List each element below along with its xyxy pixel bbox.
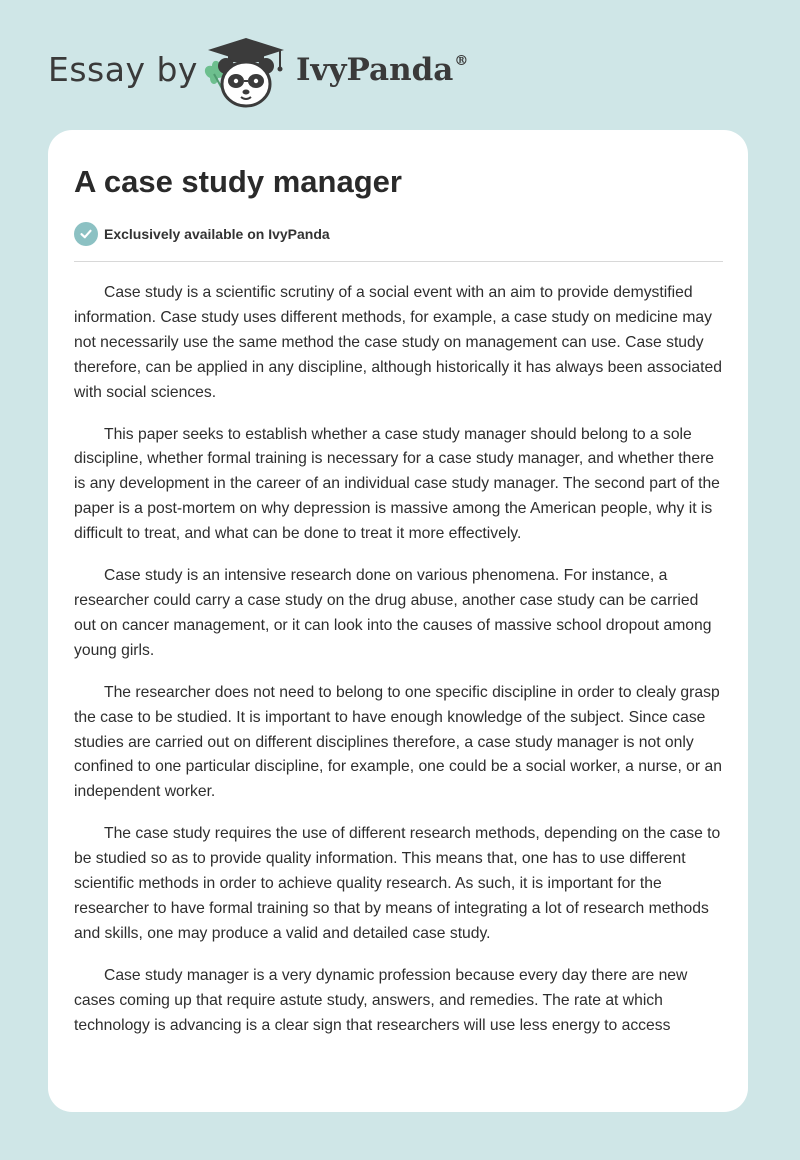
divider	[74, 261, 723, 262]
paragraph: Case study is an intensive research done on various phenomena. For instance, a researcher could carry a case study on the drug abuse, another case study can be carried out on cancer management, or it can look into the causes of massive school dropout among young girls.	[74, 567, 712, 659]
panda-logo-icon[interactable]	[200, 34, 292, 110]
exclusive-badge	[74, 222, 330, 246]
essay-card	[48, 130, 748, 1112]
essay-body	[74, 281, 724, 1055]
check-icon	[74, 222, 98, 246]
exclusive-label: Exclusively available on IvyPanda	[104, 226, 330, 242]
paragraph: The case study requires the use of different research methods, depending on the case to be studied so as to provide quality information. This means that, one has to use different scientific methods in order to achieve quality research. As such, it is important for the researcher to have formal training so that by means of integrating a lot of research methods and skills, one may produce a valid and detailed case study.	[74, 825, 721, 942]
ivypanda-brand-name[interactable]	[296, 52, 468, 88]
paragraph: Case study manager is a very dynamic profession because every day there are new cases coming up that require astute study, answers, and remedies. The rate at which technology is advancing is a clear sign that researchers will use less energy to access	[74, 966, 688, 1034]
paragraph: The researcher does not need to belong to one specific discipline in order to clealy grasp the case to be studied. It is important to have enough knowledge of the subject. Since case studies are carried out on different disciplines therefore, a case study manager is not only confined to one particular discipline, for example, one could be a social worker, a nurse, or an independent worker.	[74, 683, 722, 801]
paragraph: Case study is a scientific scrutiny of a social event with an aim to provide demystified information. Case study uses different methods, for example, a case study on medicine may not necessarily use the same method the case study on management can use. Case study therefore, can be applied in any discipline, although historically it has always been associated with social sciences.	[74, 284, 722, 401]
essay-by-label: Essay by	[48, 50, 198, 89]
site-header	[0, 0, 800, 130]
page-title: A case study manager	[74, 164, 402, 199]
paragraph: This paper seeks to establish whether a case study manager should belong to a sole discipline, whether formal training is necessary for a case study manager, and whether there is any development in the career of an individual case study manager. The second part of the paper is a post-mortem on why depression is massive among the American people, why it is difficult to treat, and what can be done to treat it more effectively.	[74, 425, 720, 543]
registered-mark: ®	[454, 52, 469, 69]
brand-text: IvyPanda	[296, 52, 454, 88]
